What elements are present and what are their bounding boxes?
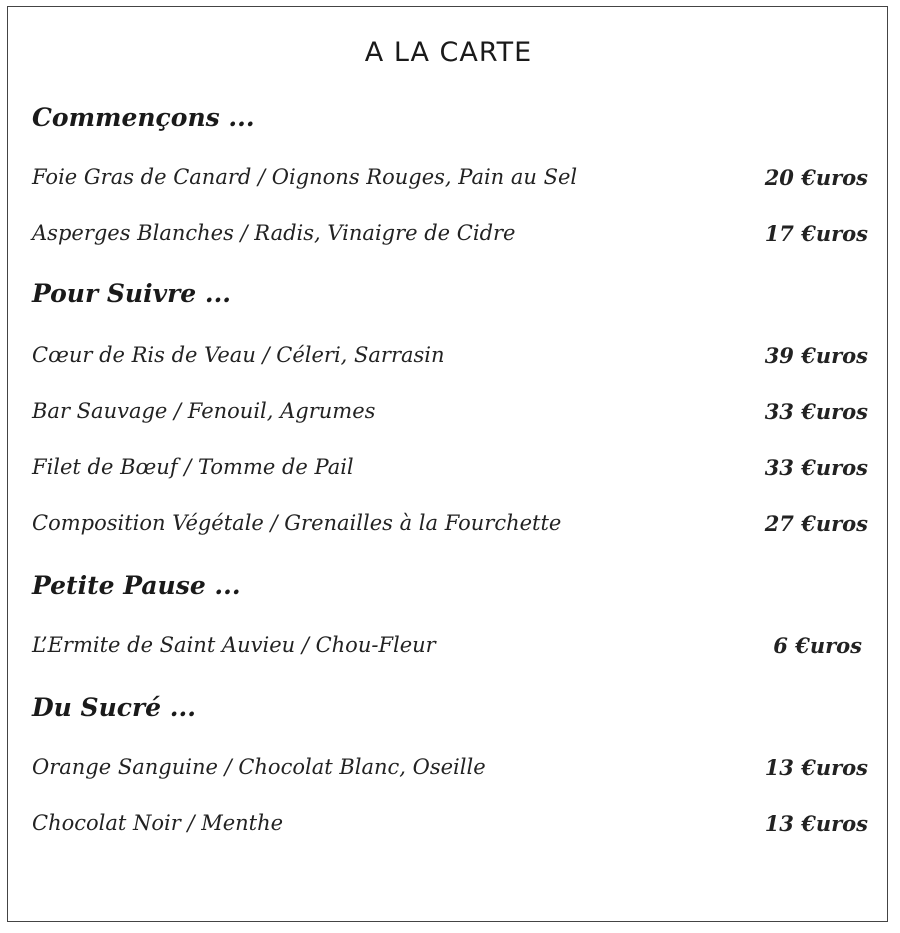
menu-item-price: 33 €uros [764, 399, 868, 424]
menu-item-price: 13 €uros [764, 811, 868, 836]
menu-item-price: 13 €uros [764, 755, 868, 780]
menu-item [32, 811, 868, 841]
menu-item-price: 39 €uros [764, 343, 868, 368]
menu-item-name: Foie Gras de Canard / Oignons Rouges, Pain au Sel [32, 165, 578, 189]
menu-item-name: L’Ermite de Saint Auvieu / Chou-Fleur [32, 633, 436, 657]
menu-item-name: Chocolat Noir / Menthe [32, 811, 284, 835]
menu-item-price: 17 €uros [764, 221, 868, 246]
menu-card [7, 6, 888, 922]
menu-item [32, 455, 868, 485]
menu-item-price: 6 €uros [773, 633, 862, 658]
menu-item [32, 633, 868, 663]
section-heading-starters: Commençons ... [32, 103, 255, 132]
menu-item-name: Asperges Blanches / Radis, Vinaigre de Cidre [32, 221, 516, 245]
section-heading-mains: Pour Suivre ... [32, 279, 231, 308]
menu-item-name: Orange Sanguine / Chocolat Blanc, Oseille [32, 755, 486, 779]
menu-item-price: 33 €uros [764, 455, 868, 480]
menu-item [32, 511, 868, 541]
menu-item-name: Cœur de Ris de Veau / Céleri, Sarrasin [32, 343, 445, 367]
menu-item-price: 27 €uros [764, 511, 868, 536]
menu-item-name: Filet de Bœuf / Tomme de Pail [32, 455, 354, 479]
menu-item-name: Bar Sauvage / Fenouil, Agrumes [32, 399, 376, 423]
menu-item [32, 343, 868, 373]
menu-item-name: Composition Végétale / Grenailles à la Fourchette [32, 511, 562, 535]
menu-item [32, 221, 868, 251]
menu-item [32, 755, 868, 785]
section-heading-cheese: Petite Pause ... [32, 571, 241, 600]
menu-item [32, 399, 868, 429]
menu-item-price: 20 €uros [764, 165, 868, 190]
section-heading-desserts: Du Sucré ... [32, 693, 196, 722]
menu-title: A LA CARTE [364, 37, 533, 68]
menu-item [32, 165, 868, 195]
